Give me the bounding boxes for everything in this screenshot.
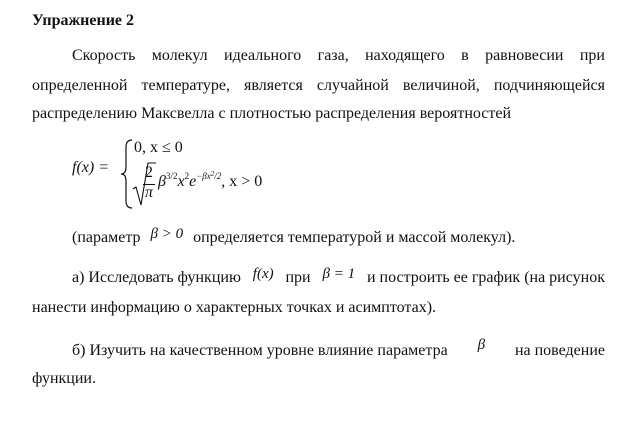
- item-a-line-1: [72, 266, 605, 287]
- parameter-note: [72, 226, 516, 247]
- exercise-heading: Упражнение 2: [32, 12, 135, 29]
- item-b-line-1: [72, 337, 605, 360]
- sqrt-den: π: [144, 184, 153, 201]
- item-b-text-1: б) Изучить на качественном уровне влияние параметра: [72, 342, 448, 359]
- formula-case-2: [132, 161, 302, 209]
- item-b-line-2: функции.: [32, 370, 96, 387]
- paragraph-line-3: распределению Максвелла с плотностью распределения вероятностей: [32, 105, 512, 122]
- sqrt-num: 2: [145, 164, 153, 181]
- item-b-text-2: на поведение: [514, 342, 605, 359]
- formula-case-1: 0, x ≤ 0: [134, 139, 183, 156]
- paragraph-line-2: определенной температуре, является случайной величиной, подчиняющейся: [32, 77, 605, 94]
- item-a-text-2: при: [285, 269, 311, 286]
- formula-expression: $\beta^{3/2}x^2e^{-\beta x^2/2}$, x > 0: [158, 170, 263, 190]
- beta-equals-one: β = 1: [322, 266, 356, 282]
- paragraph-line-1: Скорость молекул идеального газа, находящего в равновесии при: [72, 47, 605, 64]
- item-a-text-1: а) Исследовать функцию: [72, 269, 241, 286]
- item-a-text-3: и построить ее график (на рисунок: [366, 269, 605, 286]
- beta-gt-zero: β > 0: [150, 226, 184, 242]
- maxwell-formula: [72, 135, 292, 215]
- beta-symbol: β: [477, 337, 486, 353]
- parameter-note-before: (параметр: [72, 229, 141, 246]
- parameter-note-after: определяется температурой и массой молекул).: [193, 229, 516, 246]
- item-a-line-2: нанести информацию о характерных точках и асимптотах).: [32, 299, 437, 316]
- f-of-x: f(x): [252, 266, 274, 282]
- formula-lhs: f(x) =: [72, 159, 109, 176]
